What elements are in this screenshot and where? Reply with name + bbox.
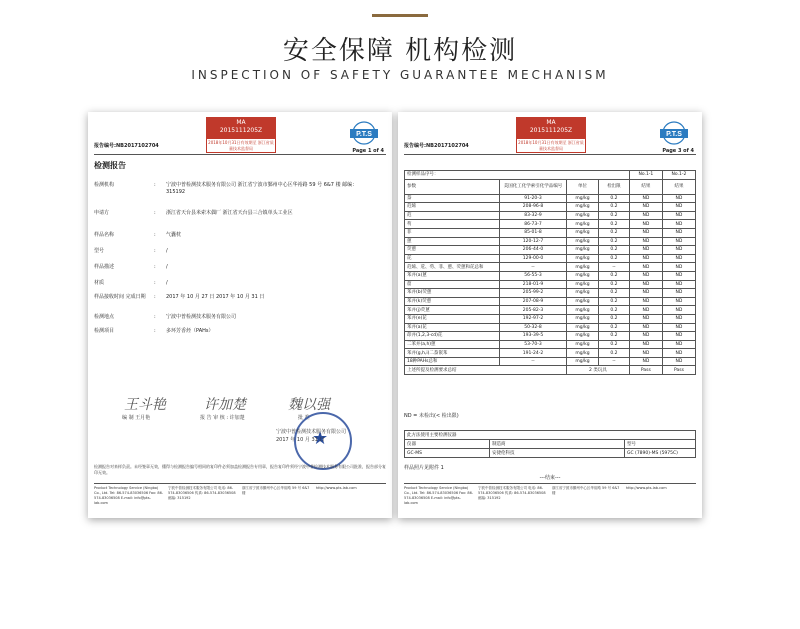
table-cell: mg/kg bbox=[567, 194, 599, 203]
field-model: 型号 : / bbox=[94, 248, 168, 254]
table-cell: ND bbox=[662, 349, 695, 358]
table-sample-row bbox=[405, 171, 696, 180]
field-test-item: 检测项目 : 多环芳香烃（PAHs） bbox=[94, 328, 214, 334]
table-cell: ND bbox=[662, 280, 695, 289]
table-cell: 91-20-3 bbox=[500, 194, 567, 203]
table-cell: 2 类玩具 bbox=[567, 366, 630, 375]
table-cell: 荧蒽 bbox=[405, 246, 500, 255]
table-cell: ND bbox=[662, 263, 695, 272]
table-cell: ND bbox=[629, 211, 662, 220]
table-cell: 56-55-3 bbox=[500, 271, 567, 280]
table-cell: mg/kg bbox=[567, 332, 599, 341]
pts-logo-text: P.T.S bbox=[666, 131, 682, 138]
table-cell: mg/kg bbox=[567, 271, 599, 280]
signature-reviewer: 许加楚 bbox=[204, 397, 246, 413]
title-accent-line bbox=[372, 14, 428, 17]
col-limit: 检出限 bbox=[599, 179, 630, 194]
table-row bbox=[405, 220, 696, 229]
signature-reviewer-caption: 报 告 审 核 : 许加楚 bbox=[200, 415, 245, 421]
table-cell: 86-73-7 bbox=[500, 220, 567, 229]
table-cell: ND bbox=[629, 228, 662, 237]
report-footer: Product Technology Service (Ningbo) Co., Ltd. Tel: 86-574-83036506 Fax: 86-574-83036508 E-mail: info@pts-lab.com 宁波中普检测技术服务有限公司 电话: 86-574-83036506 传真: 86-574-83036508 邮编: 315192 浙江省宁波市鄞州中心区华裕路 59 号 6&7 楼 http://www.pts-lab.com bbox=[94, 483, 386, 512]
table-cell: 0.2 bbox=[599, 254, 630, 263]
table-cell: 芴 bbox=[405, 220, 500, 229]
table-row bbox=[405, 314, 696, 323]
table-cell: ND bbox=[629, 332, 662, 341]
cma-text: 2018年10月31日有效期至 浙江省质量技术监督局 bbox=[518, 140, 584, 151]
table-cell: mg/kg bbox=[567, 314, 599, 323]
table-row bbox=[405, 194, 696, 203]
table-cell: 苯并(g,h,i)二萘嵌苯 bbox=[405, 349, 500, 358]
table-cell: 120-12-7 bbox=[500, 237, 567, 246]
table-cell: ND bbox=[629, 194, 662, 203]
table-cell: mg/kg bbox=[567, 237, 599, 246]
pts-logo-text: P.T.S bbox=[356, 131, 372, 138]
table-cell: ND bbox=[629, 271, 662, 280]
table-cell: 苯并(j)荧蒽 bbox=[405, 306, 500, 315]
table-cell: 205-82-3 bbox=[500, 306, 567, 315]
table-cell: 191-24-2 bbox=[500, 349, 567, 358]
table-cell: mg/kg bbox=[567, 263, 599, 272]
table-cell: 192-97-2 bbox=[500, 314, 567, 323]
table-cell: 208-96-8 bbox=[500, 203, 567, 212]
table-cell: ND bbox=[662, 203, 695, 212]
table-cell: 53-70-3 bbox=[500, 340, 567, 349]
table-cell: ND bbox=[662, 289, 695, 298]
table-cell: ND bbox=[629, 203, 662, 212]
table-cell: 苊烯 bbox=[405, 203, 500, 212]
table-cell: 0.2 bbox=[599, 349, 630, 358]
table-cell: 0.2 bbox=[599, 306, 630, 315]
table-cell: 50-32-8 bbox=[500, 323, 567, 332]
report-footer: Product Technology Service (Ningbo) Co., Ltd. Tel: 86-574-83036506 Fax: 86-574-83036508 E-mail: info@pts-lab.com 宁波中普检测技术服务有限公司 电话: 86-574-83036506 传真: 86-574-83036508 邮编: 315192 浙江省宁波市鄞州中心区华裕路 59 号 6&7 楼 http://www.pts-lab.com bbox=[404, 483, 696, 512]
table-cell: 二苯并(a,h)蒽 bbox=[405, 340, 500, 349]
seal-star-icon: ★ bbox=[312, 428, 329, 449]
cma-stamp bbox=[516, 117, 586, 153]
col-result-1: 结果 bbox=[629, 179, 662, 194]
table-cell: 193-39-5 bbox=[500, 332, 567, 341]
table-cell: mg/kg bbox=[567, 323, 599, 332]
table-cell: 0.2 bbox=[599, 203, 630, 212]
conclusion-row bbox=[405, 366, 696, 375]
col-cas: 美国化工化学索引化学品编号 bbox=[500, 179, 567, 194]
table-cell: 18种PAHs总和 bbox=[405, 357, 500, 366]
table-cell: ND bbox=[662, 246, 695, 255]
table-cell: 萘 bbox=[405, 194, 500, 203]
table-cell: ND bbox=[629, 297, 662, 306]
table-cell: ND bbox=[662, 271, 695, 280]
table-row bbox=[405, 246, 696, 255]
table-cell: ND bbox=[629, 289, 662, 298]
table-cell: 0.2 bbox=[599, 332, 630, 341]
table-cell: ND bbox=[629, 349, 662, 358]
table-cell: Pass bbox=[662, 366, 695, 375]
signature-approver: 魏以强 bbox=[288, 397, 330, 413]
table-row bbox=[405, 306, 696, 315]
field-dates: 样品接收时间 完成日期 : 2017 年 10 月 27 日 2017 年 10 月 31 日 bbox=[94, 294, 265, 300]
table-cell: mg/kg bbox=[567, 254, 599, 263]
field-location: 检测地点 : 宁波中普检测技术服务有限公司 bbox=[94, 314, 237, 320]
table-cell: ND bbox=[662, 297, 695, 306]
table-cell: 207-08-9 bbox=[500, 297, 567, 306]
cma-logo: MA bbox=[236, 119, 246, 126]
instrument-title: 此方法使用主要检测仪器 bbox=[405, 431, 696, 440]
sample-no-label: 检测样品序号： bbox=[405, 171, 630, 180]
field-applicant: 申请方 : 浙江省天台县米索木偶厂 浙江省天台县三合镇单头工业区 bbox=[94, 210, 293, 216]
table-row bbox=[405, 254, 696, 263]
table-cell: mg/kg bbox=[567, 340, 599, 349]
table-cell: mg/kg bbox=[567, 280, 599, 289]
table-cell: ND bbox=[629, 306, 662, 315]
table-cell: mg/kg bbox=[567, 228, 599, 237]
field-lab: 检测机构 : 宁波中普检测技术服务有限公司 浙江省宁波市鄞州中心区华裕路 59 号 6&7 楼 邮编：315192 bbox=[94, 182, 358, 195]
cma-stamp bbox=[206, 117, 276, 153]
table-cell: 0.2 bbox=[599, 271, 630, 280]
table-cell: 0.2 bbox=[599, 289, 630, 298]
table-cell: 0.2 bbox=[599, 220, 630, 229]
table-row bbox=[405, 203, 696, 212]
cma-number: 2015111205Z bbox=[529, 127, 573, 134]
table-cell: 0.2 bbox=[599, 246, 630, 255]
table-row bbox=[405, 297, 696, 306]
report-page-3 bbox=[398, 112, 702, 518]
table-cell: ND bbox=[629, 314, 662, 323]
signature-compiler-caption: 编 制 王月艳 bbox=[122, 415, 151, 421]
instrument-col-maker: 制造商 bbox=[490, 440, 625, 449]
instrument-col-name: 仪器 bbox=[405, 440, 490, 449]
table-cell: -- bbox=[599, 357, 630, 366]
table-cell: ND bbox=[629, 237, 662, 246]
seal-text: 宁波中普检测技术服务有限公司 2017 年 10 月 31 日 bbox=[276, 429, 347, 443]
table-cell: ND bbox=[662, 314, 695, 323]
table-cell: 菲 bbox=[405, 228, 500, 237]
table-row bbox=[405, 263, 696, 272]
table-row bbox=[405, 323, 696, 332]
signature-approver-caption: 批 准 bbox=[298, 415, 310, 421]
table-cell: ND bbox=[629, 220, 662, 229]
table-row bbox=[405, 349, 696, 358]
table-cell: ND bbox=[662, 220, 695, 229]
instrument-model: GC (7890)-MS (5975C) bbox=[625, 449, 696, 458]
table-cell: mg/kg bbox=[567, 297, 599, 306]
table-cell: mg/kg bbox=[567, 211, 599, 220]
table-cell: 苊烯、苊、芴、菲、蒽、荧蒽和芘总和 bbox=[405, 263, 500, 272]
table-cell: 0.2 bbox=[599, 297, 630, 306]
table-cell: mg/kg bbox=[567, 220, 599, 229]
table-cell: ND bbox=[662, 237, 695, 246]
cma-number: 2015111205Z bbox=[219, 127, 263, 134]
field-sample-desc: 样品描述 : / bbox=[94, 264, 168, 270]
signature-compiler: 王斗艳 bbox=[124, 397, 166, 413]
col-param: 参数 bbox=[405, 179, 500, 194]
header-divider bbox=[404, 154, 696, 155]
report-page-1 bbox=[88, 112, 392, 518]
end-marker: ---结束--- bbox=[539, 475, 561, 481]
table-cell: -- bbox=[500, 357, 567, 366]
table-cell: 129-00-0 bbox=[500, 254, 567, 263]
nd-note: ND = 未检出(< 检出限) bbox=[404, 413, 459, 419]
sample-no-1: No.1-1 bbox=[629, 171, 662, 180]
table-cell: mg/kg bbox=[567, 349, 599, 358]
table-cell: 85-01-8 bbox=[500, 228, 567, 237]
page-number: Page 3 of 4 bbox=[662, 148, 694, 154]
table-cell: mg/kg bbox=[567, 246, 599, 255]
table-cell: mg/kg bbox=[567, 289, 599, 298]
table-cell: 205-99-2 bbox=[500, 289, 567, 298]
table-cell: 0.2 bbox=[599, 228, 630, 237]
table-cell: ND bbox=[629, 254, 662, 263]
table-cell: ND bbox=[629, 340, 662, 349]
table-cell: 茚并(1,2,3-cd)芘 bbox=[405, 332, 500, 341]
table-cell: 0.2 bbox=[599, 194, 630, 203]
table-cell: 0.2 bbox=[599, 211, 630, 220]
table-cell: ND bbox=[662, 211, 695, 220]
table-cell: ND bbox=[662, 194, 695, 203]
cma-text: 2018年10月31日有效期至 浙江省质量技术监督局 bbox=[208, 140, 274, 151]
report-remark: 检测报告对来样负责。未经签章无效，懂得与检测报告编号相同的复印件必须加盖检测报告专用章，报告复印件须经宁波中普检测技术服务有限公司批准，报告部分复印无效。 bbox=[94, 464, 386, 475]
col-result-2: 结果 bbox=[662, 179, 695, 194]
report-number: 报告编号:NB2017102704 bbox=[94, 143, 159, 149]
table-cell: ND bbox=[662, 254, 695, 263]
table-cell: mg/kg bbox=[567, 203, 599, 212]
table-row bbox=[405, 357, 696, 366]
cma-logo: MA bbox=[546, 119, 556, 126]
table-row bbox=[405, 332, 696, 341]
table-cell: 苯并(e)芘 bbox=[405, 314, 500, 323]
table-cell: ND bbox=[629, 323, 662, 332]
page-title: 安全保障 机构检测 bbox=[282, 36, 518, 66]
table-cell: Pass bbox=[629, 366, 662, 375]
table-cell: 218-01-9 bbox=[500, 280, 567, 289]
header-divider bbox=[94, 154, 386, 155]
table-row bbox=[405, 211, 696, 220]
field-sample-name: 样品名称 : 气囊枕 bbox=[94, 232, 182, 238]
col-unit: 单位 bbox=[567, 179, 599, 194]
table-cell: 䓛 bbox=[405, 280, 500, 289]
table-row bbox=[405, 289, 696, 298]
table-cell: ND bbox=[629, 280, 662, 289]
table-cell: ND bbox=[662, 340, 695, 349]
page-subtitle: INSPECTION OF SAFETY GUARANTEE MECHANISM bbox=[191, 68, 609, 82]
instrument-table bbox=[404, 430, 696, 458]
table-header-row bbox=[405, 179, 696, 194]
table-row bbox=[405, 280, 696, 289]
table-cell: 苯并(a)蒽 bbox=[405, 271, 500, 280]
table-cell: -- bbox=[500, 263, 567, 272]
pts-logo-icon bbox=[656, 120, 692, 150]
table-row bbox=[405, 340, 696, 349]
report-title: 检测报告 bbox=[94, 161, 126, 170]
photo-note: 样品照片见附件 1 bbox=[404, 465, 444, 471]
table-cell: 0.2 bbox=[599, 237, 630, 246]
table-cell: ND bbox=[629, 263, 662, 272]
table-cell: 0.2 bbox=[599, 340, 630, 349]
sample-no-2: No.1-2 bbox=[662, 171, 695, 180]
field-material: 材质 : / bbox=[94, 280, 168, 286]
report-number: 报告编号:NB2017102704 bbox=[404, 143, 469, 149]
table-cell: 苯并(b)荧蒽 bbox=[405, 289, 500, 298]
table-cell: 苊 bbox=[405, 211, 500, 220]
table-cell: -- bbox=[599, 263, 630, 272]
page-number: Page 1 of 4 bbox=[352, 148, 384, 154]
pts-logo-icon bbox=[346, 120, 382, 150]
table-cell: 苯并(a)芘 bbox=[405, 323, 500, 332]
instrument-name: GC-MS bbox=[405, 449, 490, 458]
table-cell: 83-32-9 bbox=[500, 211, 567, 220]
table-cell: 0.2 bbox=[599, 280, 630, 289]
table-cell: ND bbox=[629, 246, 662, 255]
table-cell: 苯并(k)荧蒽 bbox=[405, 297, 500, 306]
table-row bbox=[405, 271, 696, 280]
table-row bbox=[405, 237, 696, 246]
results-table bbox=[404, 170, 696, 375]
table-cell: ND bbox=[662, 228, 695, 237]
table-cell: mg/kg bbox=[567, 306, 599, 315]
table-cell: 0.2 bbox=[599, 314, 630, 323]
table-cell: 0.2 bbox=[599, 323, 630, 332]
table-cell: 蒽 bbox=[405, 237, 500, 246]
instrument-maker: 安捷伦科技 bbox=[490, 449, 625, 458]
instrument-col-model: 型号 bbox=[625, 440, 696, 449]
table-cell: 芘 bbox=[405, 254, 500, 263]
table-cell: 上述所提及检测要求总结 bbox=[405, 366, 567, 375]
table-cell: ND bbox=[662, 306, 695, 315]
table-cell: 206-44-0 bbox=[500, 246, 567, 255]
table-cell: ND bbox=[662, 323, 695, 332]
table-row bbox=[405, 228, 696, 237]
table-cell: mg/kg bbox=[567, 357, 599, 366]
table-cell: ND bbox=[662, 332, 695, 341]
table-cell: ND bbox=[629, 357, 662, 366]
table-cell: ND bbox=[662, 357, 695, 366]
